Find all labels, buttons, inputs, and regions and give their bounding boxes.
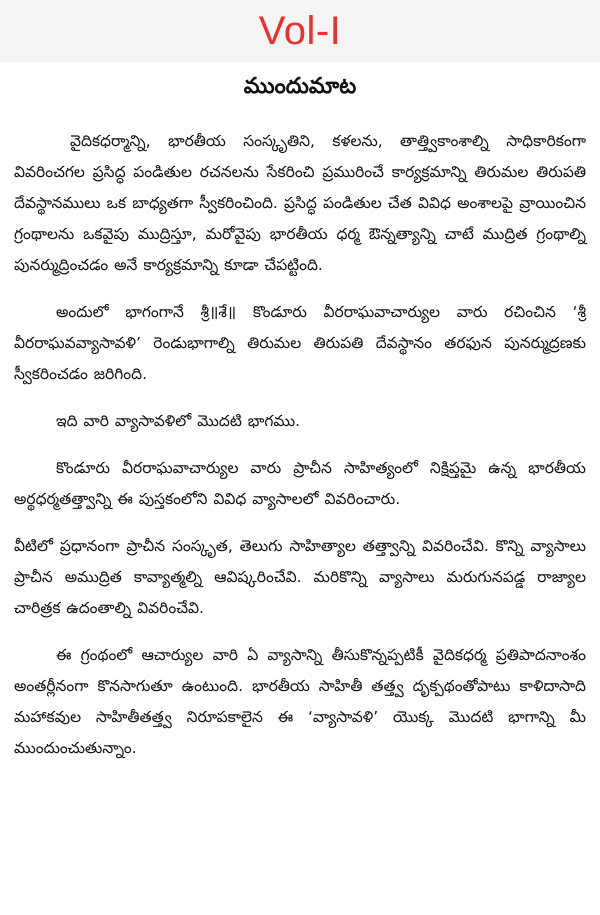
paragraph-3: ఇది వారి వ్యాసావళిలో మొదటి భాగము. [56, 412, 301, 430]
volume-title: Vol-I [258, 8, 342, 53]
page-heading: ముందుమాట [243, 74, 357, 99]
paragraph-4: కొండూరు వీరరాఘవాచార్యుల వారు ప్రాచీన సాహిత్యంలో నిక్షిప్తమై ఉన్న భారతీయ అర్థధర్మతత్త్వాన్ని ఈ పుస్తకంలోని వివిధ వ్యాసాలలో వివరించారు. [14, 459, 586, 508]
paragraph-5: వీటిలో ప్రధానంగా ప్రాచీన సంస్కృత, తెలుగు సాహిత్యాల తత్త్వాన్ని వివరించేవి. కొన్ని వ్యాసాలు ప్రాచీన అముద్రిత కావ్యాత్మల్ని ఆవిష్కరించేవి. మరికొన్ని వ్యాసాలు మరుగునపడ్డ రాజ్యాల చారిత్రక ఉదంతాల్ని వివరించేవి. [14, 537, 586, 617]
paragraph-1: వైదికధర్మాన్ని, భారతీయ సంస్కృతిని, కళలను, తాత్త్వికాంశాల్ని సాధికారికంగా వివరించగల ప్రసిద్ధ పండితుల రచనలను సేకరించి ప్రమురించే కార్యక్రమాన్ని తిరుమల తిరుపతి దేవస్థానములు ఒక బాధ్యతగా స్వీకరించింది. ప్రసిద్ధ పండితుల చేత వివిధ అంశాలపై వ్రాయించిన గ్రంథాలను ఒకవైపు ముద్రిస్తూ, మరోవైపు భారతీయ ధర్మ ఔన్నత్యాన్ని చాటే ముద్రిత గ్రంథాల్ని పునర్ముద్రించడం అనే కార్యక్రమాన్ని కూడా చేపట్టింది. [14, 132, 586, 274]
paragraph-2: అందులో భాగంగానే శ్రీ॥శే॥ కొండూరు వీరరాఘవాచార్యుల వారు రచించిన ‘శ్రీ వీరరాఘవవ్యాసావళి’ రెండుభాగాల్ని తిరుమల తిరుపతి దేవస్థానం తరఫున పునర్ముద్రణకు స్వీకరించడం జరిగింది. [14, 303, 586, 383]
document-page [0, 62, 600, 764]
paragraph-6: ఈ గ్రంథంలో ఆచార్యుల వారి ఏ వ్యాసాన్ని తీసుకొన్నప్పటికీ వైదికధర్మ ప్రతిపాదనాంశం అంతర్లీనంగా కొనసాగుతూ ఉంటుంది. భారతీయ సాహితీ తత్త్వ దృక్పథంతోపాటు కాళిదాసాది మహాకవుల సాహితీతత్త్వ నిరూపకాలైన ఈ ‘వ్యాసావళి’ యొక్క మొదటి భాగాన్ని మీ ముందుంచుతున్నాం. [14, 646, 586, 757]
volume-banner [0, 0, 600, 62]
